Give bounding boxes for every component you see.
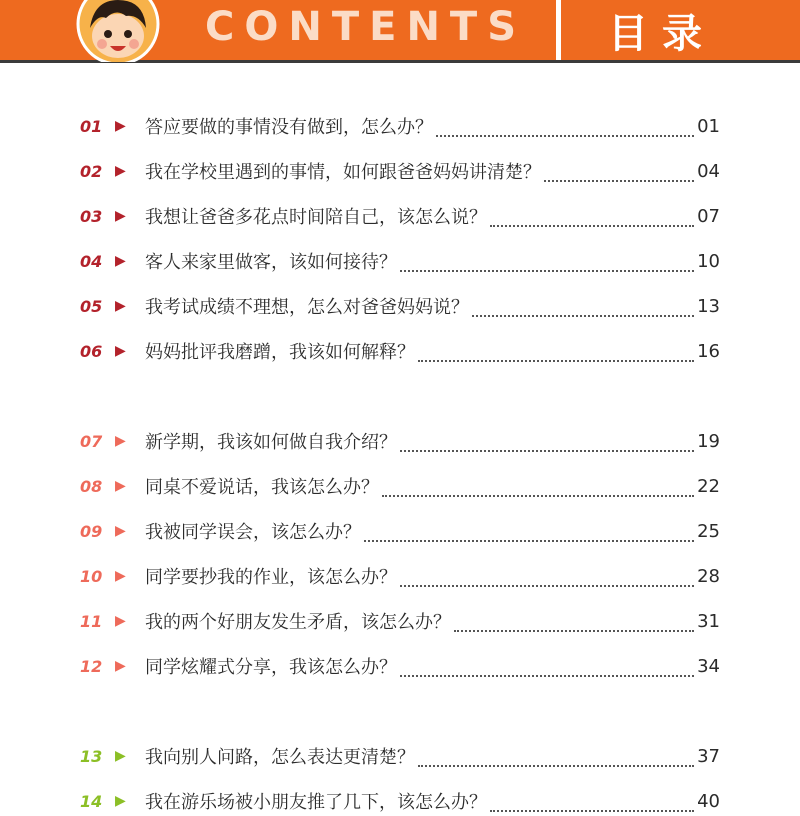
play-arrow-icon: ▶ (115, 208, 126, 224)
entry-page: 04 (697, 160, 720, 182)
dot-leader (364, 524, 694, 542)
toc-entry[interactable] (80, 246, 720, 276)
entry-number: 14 (80, 791, 103, 811)
entry-number: 13 (80, 746, 103, 766)
entry-number: 05 (80, 296, 103, 316)
entry-title: 妈妈批评我磨蹭，我该如何解释？ (145, 342, 415, 363)
entry-title: 我在学校里遇到的事情，如何跟爸爸妈妈讲清楚？ (145, 162, 541, 183)
toc-entry[interactable] (80, 336, 720, 366)
entry-title: 同桌不爱说话，我该怎么办？ (145, 477, 379, 498)
entry-page: 19 (697, 430, 720, 452)
entry-number: 11 (80, 611, 103, 631)
entry-title: 我向别人问路，怎么表达更清楚？ (145, 747, 415, 768)
entry-number: 06 (80, 341, 103, 361)
play-arrow-icon: ▶ (115, 793, 126, 809)
toc-entry[interactable] (80, 516, 720, 546)
entry-title: 我的两个好朋友发生矛盾，该怎么办？ (145, 612, 451, 633)
play-arrow-icon: ▶ (115, 118, 126, 134)
entry-page: 31 (697, 610, 720, 632)
dot-leader (418, 749, 694, 767)
dot-leader (490, 209, 694, 227)
toc-entry[interactable] (80, 606, 720, 636)
dot-leader (382, 479, 694, 497)
entry-number: 12 (80, 656, 103, 676)
play-arrow-icon: ▶ (115, 658, 126, 674)
entry-page: 22 (697, 475, 720, 497)
play-arrow-icon: ▶ (115, 343, 126, 359)
entry-title: 我在游乐场被小朋友推了几下，该怎么办？ (145, 792, 487, 813)
entry-page: 40 (697, 790, 720, 812)
dot-leader (400, 434, 694, 452)
entry-number: 04 (80, 251, 103, 271)
entry-title: 同学要抄我的作业，该怎么办？ (145, 567, 397, 588)
dot-leader (400, 254, 694, 272)
toc-entry[interactable] (80, 291, 720, 321)
entry-number: 09 (80, 521, 103, 541)
dot-leader (544, 164, 694, 182)
toc-entry[interactable] (80, 651, 720, 681)
entry-page: 01 (697, 115, 720, 137)
contents-title-cn: 目录 (608, 11, 716, 57)
play-arrow-icon: ▶ (115, 478, 126, 494)
entry-number: 10 (80, 566, 103, 586)
entry-page: 13 (697, 295, 720, 317)
entry-page: 25 (697, 520, 720, 542)
play-arrow-icon: ▶ (115, 748, 126, 764)
entry-page: 37 (697, 745, 720, 767)
contents-title: CONTENTS (205, 4, 527, 50)
dot-leader (418, 344, 694, 362)
entry-title: 答应要做的事情没有做到，怎么办？ (145, 117, 433, 138)
entry-number: 08 (80, 476, 103, 496)
play-arrow-icon: ▶ (115, 568, 126, 584)
entry-number: 01 (80, 116, 103, 136)
entry-title: 客人来家里做客，该如何接待？ (145, 252, 397, 273)
entry-title: 新学期，我该如何做自我介绍？ (145, 432, 397, 453)
toc-entry[interactable] (80, 156, 720, 186)
entry-page: 10 (697, 250, 720, 272)
entry-title: 我想让爸爸多花点时间陪自己，该怎么说？ (145, 207, 487, 228)
entry-page: 34 (697, 655, 720, 677)
entry-title: 我考试成绩不理想，怎么对爸爸妈妈说？ (145, 297, 469, 318)
toc-entry[interactable] (80, 471, 720, 501)
entry-page: 16 (697, 340, 720, 362)
dot-leader (490, 794, 694, 812)
play-arrow-icon: ▶ (115, 523, 126, 539)
entry-title: 我被同学误会，该怎么办？ (145, 522, 361, 543)
dot-leader (454, 614, 694, 632)
toc-entry[interactable] (80, 786, 720, 816)
play-arrow-icon: ▶ (115, 298, 126, 314)
toc-entry[interactable] (80, 201, 720, 231)
entry-number: 02 (80, 161, 103, 181)
toc-entry[interactable] (80, 426, 720, 456)
entry-number: 07 (80, 431, 103, 451)
toc-entry[interactable] (80, 741, 720, 771)
dot-leader (472, 299, 694, 317)
entry-number: 03 (80, 206, 103, 226)
toc-entry[interactable] (80, 561, 720, 591)
toc-entry[interactable] (80, 111, 720, 141)
dot-leader (400, 659, 694, 677)
play-arrow-icon: ▶ (115, 253, 126, 269)
play-arrow-icon: ▶ (115, 433, 126, 449)
dot-leader (436, 119, 694, 137)
entry-page: 28 (697, 565, 720, 587)
entry-title: 同学炫耀式分享，我该怎么办？ (145, 657, 397, 678)
dot-leader (400, 569, 694, 587)
entry-page: 07 (697, 205, 720, 227)
play-arrow-icon: ▶ (115, 163, 126, 179)
play-arrow-icon: ▶ (115, 613, 126, 629)
